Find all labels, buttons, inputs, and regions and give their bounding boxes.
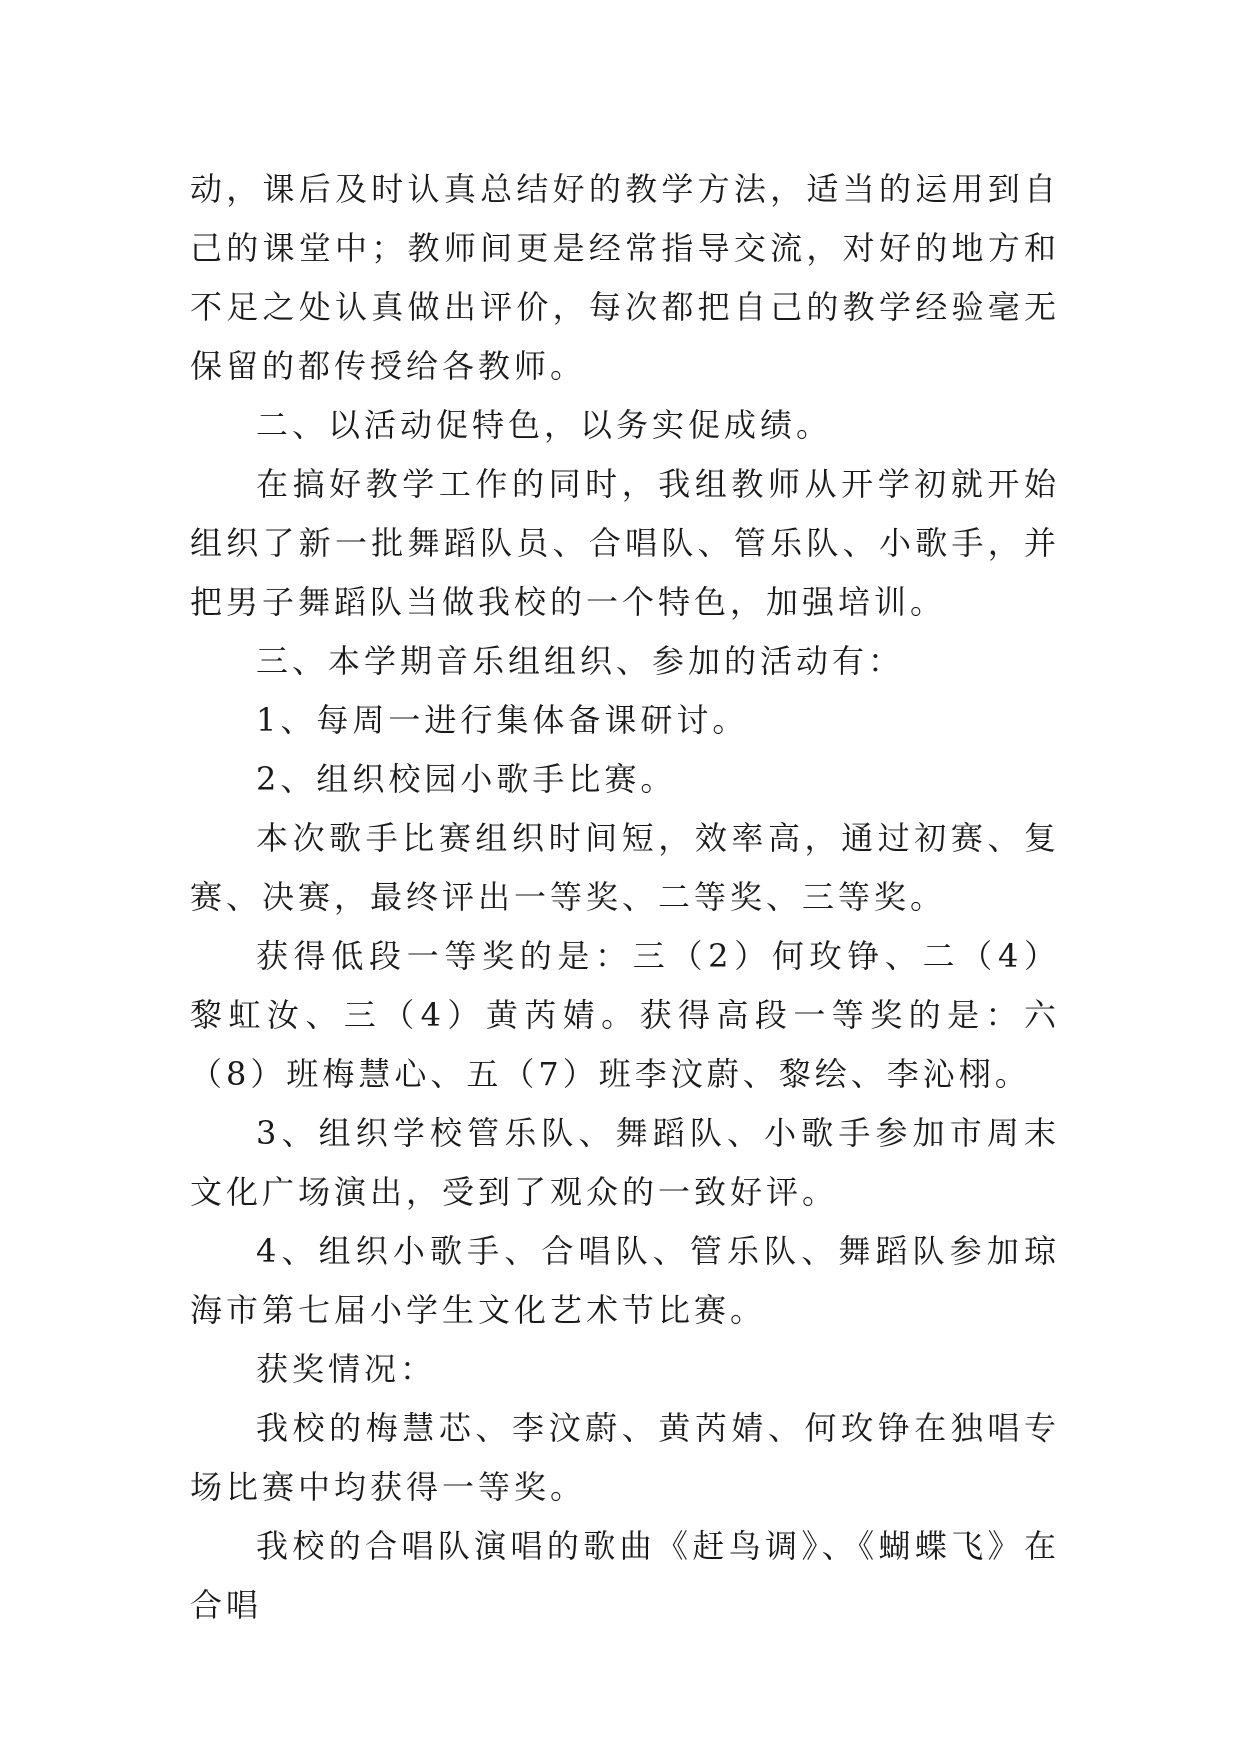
paragraph-solo-awards: 我校的梅慧芯、李汶蔚、黄芮婧、何玫铮在独唱专场比赛中均获得一等奖。 xyxy=(190,1409,1060,1506)
document-body xyxy=(190,160,1060,1635)
paragraph-singer-contest: 本次歌手比赛组织时间短，效率高，通过初赛、复赛、决赛，最终评出一等奖、二等奖、三等奖。 xyxy=(190,819,1060,916)
paragraph-continuation: 动，课后及时认真总结好的教学方法，适当的运用到自己的课堂中；教师间更是经常指导交流，对好的地方和不足之处认真做出评价，每次都把自己的教学经验毫无保留的都传授给各教师。 xyxy=(190,170,1060,385)
section-heading-3: 三、本学期音乐组组织、参加的活动有： xyxy=(256,642,905,680)
paragraph-winners: 获得低段一等奖的是：三（2）何玫铮、二（4）黎虹汝、三（4）黄芮婧。获得高段一等奖的是：六（8）班梅慧心、五（7）班李汶蔚、黎绘、李沁栩。 xyxy=(190,937,1060,1093)
list-item-3: 3、组织学校管乐队、舞蹈队、小歌手参加市周末文化广场演出，受到了观众的一致好评。 xyxy=(190,1114,1060,1211)
list-item-4: 4、组织小歌手、合唱队、管乐队、舞蹈队参加琼海市第七届小学生文化艺术节比赛。 xyxy=(190,1232,1060,1329)
list-item-2: 2、组织校园小歌手比赛。 xyxy=(256,760,677,798)
paragraph-training: 在搞好教学工作的同时，我组教师从开学初就开始组织了新一批舞蹈队员、合唱队、管乐队、小歌手，并把男子舞蹈队当做我校的一个特色，加强培训。 xyxy=(190,465,1060,621)
section-heading-2: 二、以活动促特色，以务实促成绩。 xyxy=(256,406,833,444)
paragraph-choir-awards: 我校的合唱队演唱的歌曲《赶鸟调》、《蝴蝶飞》在合唱 xyxy=(190,1527,1060,1624)
list-item-1: 1、每周一进行集体备课研讨。 xyxy=(256,701,749,739)
awards-heading: 获奖情况： xyxy=(256,1350,437,1388)
